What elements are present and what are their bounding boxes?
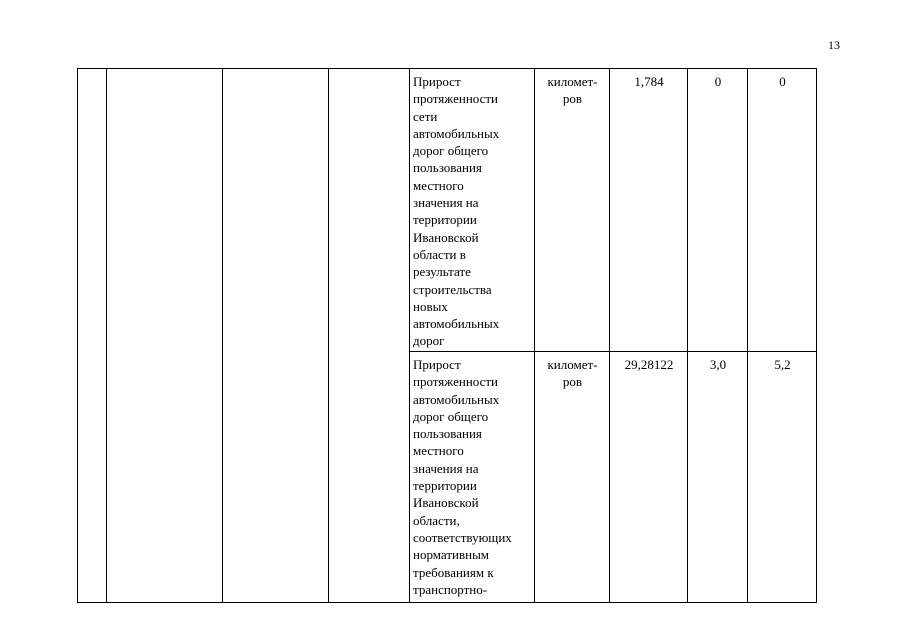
value-cell <box>610 352 688 603</box>
value-cell <box>610 69 688 352</box>
indicator-table <box>77 68 817 603</box>
value-cell <box>688 69 748 352</box>
indicator-cell <box>410 352 535 603</box>
empty-cell <box>78 69 107 603</box>
value-cell <box>748 69 817 352</box>
empty-cell <box>329 69 410 603</box>
value-text: 5,2 <box>774 357 791 372</box>
unit-cell <box>535 352 610 603</box>
page-number: 13 <box>828 38 840 52</box>
unit-text: километ- ров <box>547 357 598 390</box>
table-row <box>78 69 817 352</box>
empty-cell <box>223 69 329 603</box>
value-text: 3,0 <box>709 357 727 372</box>
value-text: 29,28122 <box>624 357 674 372</box>
indicator-cell <box>410 69 535 352</box>
value-cell <box>688 352 748 603</box>
unit-text: километ- ров <box>547 74 598 107</box>
unit-cell <box>535 69 610 352</box>
value-text: 0 <box>779 74 786 89</box>
indicator-text: Прирост протяженности сети автомобильных дорог общего пользования местного значения на территории Ивановской области в результате строительства новых автомобильных дорог <box>413 74 500 349</box>
value-text: 1,784 <box>634 74 664 89</box>
value-cell <box>748 352 817 603</box>
value-text: 0 <box>714 74 722 89</box>
empty-cell <box>107 69 223 603</box>
indicator-text: Прирост протяженности автомобильных дорог общего пользования местного значения на территории Ивановской области, соответствующих нормативным требованиям к транспортно- <box>413 357 512 597</box>
